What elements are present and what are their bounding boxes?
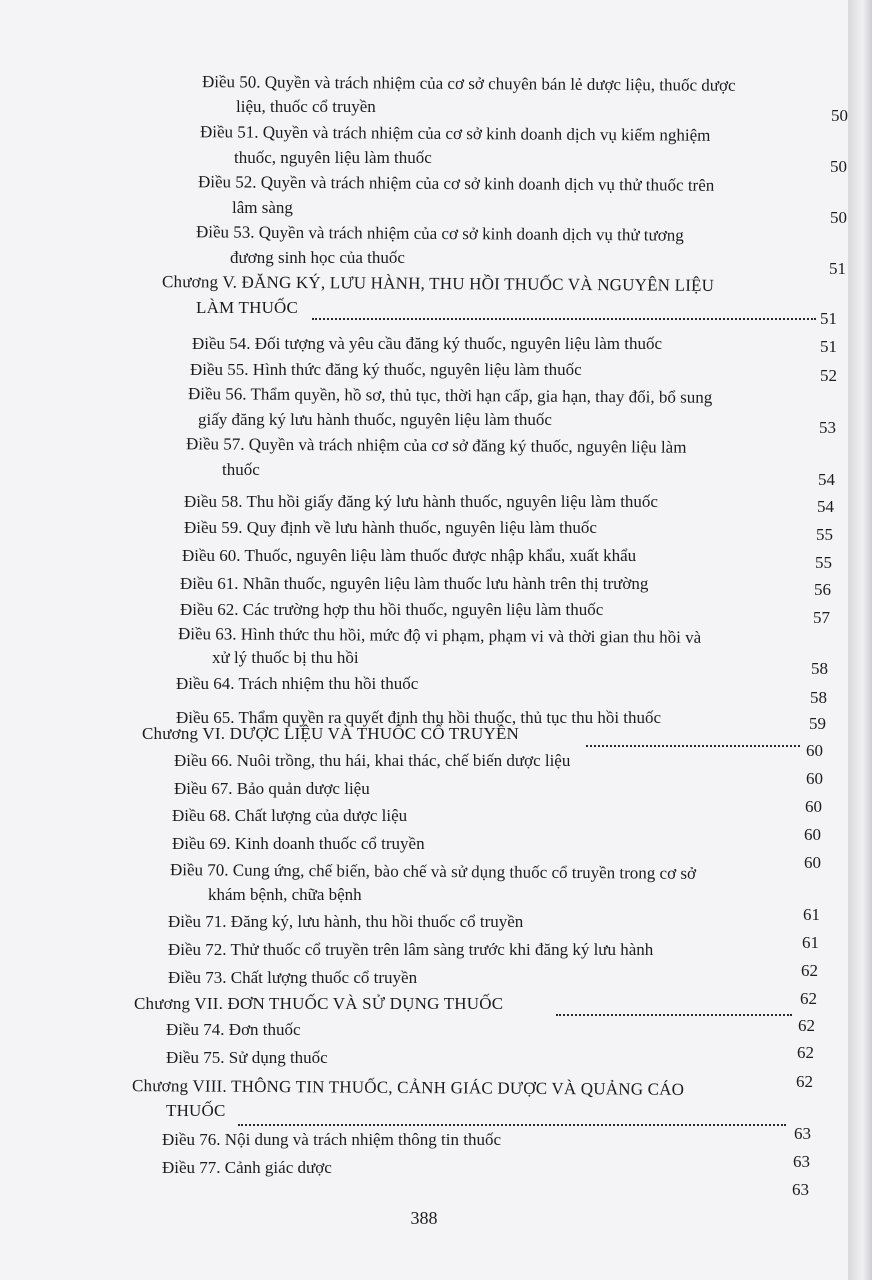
chapter-title-line: LÀM THUỐC <box>196 298 299 317</box>
toc-entry-line: Điều 66. Nuôi trồng, thu hái, khai thác, chế biến dược liệu <box>174 751 571 770</box>
toc-page-number: 61 <box>802 933 819 952</box>
toc-page-number: 50 <box>830 208 847 227</box>
chapter-title-line: Chương VII. ĐƠN THUỐC VÀ SỬ DỤNG THUỐC <box>134 994 504 1013</box>
toc-entry-line: Điều 57. Quyền và trách nhiệm của cơ sở đăng ký thuốc, nguyên liệu làm <box>185 434 687 457</box>
toc-page-number: 63 <box>793 1152 810 1171</box>
toc-page-number: 63 <box>792 1180 809 1199</box>
toc-entry-line: Điều 67. Bảo quản dược liệu <box>174 779 370 798</box>
toc-page-number: 60 <box>805 797 822 816</box>
toc-entry-line: Điều 69. Kinh doanh thuốc cổ truyền <box>172 834 425 853</box>
toc-page-number: 62 <box>798 1016 815 1035</box>
toc-entry-line: Điều 56. Thẩm quyền, hồ sơ, thủ tục, thời hạn cấp, gia hạn, thay đổi, bổ sung <box>187 384 713 407</box>
toc-entry-line: Điều 76. Nội dung và trách nhiệm thông tin thuốc <box>162 1130 501 1149</box>
toc-page-number: 62 <box>801 961 818 980</box>
chapter-title-line: THUỐC <box>166 1101 226 1120</box>
toc-entry-line: liệu, thuốc cổ truyền <box>236 97 376 116</box>
toc-entry-line: Điều 77. Cảnh giác dược <box>162 1158 332 1177</box>
toc-entry-line: đương sinh học của thuốc <box>230 248 405 267</box>
toc-page-number: 50 <box>831 106 848 125</box>
toc-entry-line: Điều 59. Quy định về lưu hành thuốc, nguyên liệu làm thuốc <box>184 518 597 537</box>
toc-entry-line: xử lý thuốc bị thu hồi <box>212 648 359 667</box>
toc-entry-line: Điều 71. Đăng ký, lưu hành, thu hồi thuốc cổ truyền <box>168 912 524 931</box>
toc-entry-line: Điều 74. Đơn thuốc <box>166 1020 301 1039</box>
dot-leader <box>238 1124 786 1126</box>
dot-leader <box>312 318 816 320</box>
toc-page-number: 60 <box>804 853 821 872</box>
toc-page-number: 58 <box>810 688 827 707</box>
toc-page-number: 60 <box>804 825 821 844</box>
toc-entry-line: Điều 60. Thuốc, nguyên liệu làm thuốc được nhập khẩu, xuất khẩu <box>182 546 637 565</box>
toc-page-number: 61 <box>803 905 820 924</box>
toc-page-number: 52 <box>820 366 837 385</box>
toc-entry-line: Điều 68. Chất lượng của dược liệu <box>172 806 408 825</box>
toc-page-number: 62 <box>796 1072 813 1091</box>
toc-page-number: 58 <box>811 659 828 678</box>
toc-entry-line: Điều 75. Sử dụng thuốc <box>166 1048 328 1067</box>
toc-entry-line: giấy đăng ký lưu hành thuốc, nguyên liệu làm thuốc <box>198 410 552 429</box>
toc-entry-line: Điều 55. Hình thức đăng ký thuốc, nguyên liệu làm thuốc <box>190 360 582 379</box>
toc-page-number: 60 <box>806 769 823 788</box>
toc-page-number: 55 <box>815 553 832 572</box>
toc-page-number: 54 <box>818 470 835 489</box>
toc-entry-line: Điều 63. Hình thức thu hồi, mức độ vi phạm, phạm vi và thời gian thu hồi và <box>177 624 702 647</box>
toc-page-number: 62 <box>800 989 817 1008</box>
toc-entry-line: Điều 64. Trách nhiệm thu hồi thuốc <box>176 674 419 693</box>
toc-entry-line: Điều 52. Quyền và trách nhiệm của cơ sở kinh doanh dịch vụ thử thuốc trên <box>197 172 715 195</box>
toc-entry-line: Điều 50. Quyền và trách nhiệm của cơ sở chuyên bán lẻ dược liệu, thuốc dược <box>201 72 736 95</box>
toc-page-number: 63 <box>794 1124 811 1143</box>
toc-entry-line: Điều 54. Đối tượng và yêu cầu đăng ký thuốc, nguyên liệu làm thuốc <box>192 334 663 353</box>
chapter-title-line: Chương VI. DƯỢC LIỆU VÀ THUỐC CỔ TRUYỀN <box>142 724 520 743</box>
toc-entry-line: Điều 51. Quyền và trách nhiệm của cơ sở kinh doanh dịch vụ kiểm nghiệm <box>199 122 711 145</box>
toc-entry-line: thuốc <box>222 460 260 479</box>
toc-entry-line: Điều 61. Nhãn thuốc, nguyên liệu làm thuốc lưu hành trên thị trường <box>180 574 649 593</box>
toc-page-number: 51 <box>820 309 837 328</box>
toc-entry-line: Điều 72. Thử thuốc cổ truyền trên lâm sàng trước khi đăng ký lưu hành <box>168 940 654 959</box>
page-edge <box>848 0 872 1280</box>
page-number: 388 <box>410 1208 438 1228</box>
toc-entry-line: Điều 53. Quyền và trách nhiệm của cơ sở kinh doanh dịch vụ thử tương <box>195 222 684 245</box>
toc-page-number: 55 <box>816 525 833 544</box>
toc-entry-line: thuốc, nguyên liệu làm thuốc <box>234 148 432 167</box>
chapter-title-line: Chương V. ĐĂNG KÝ, LƯU HÀNH, THU HỒI THUỐC VÀ NGUYÊN LIỆU <box>161 272 715 295</box>
toc-page-number: 60 <box>806 741 823 760</box>
chapter-title-line: Chương VIII. THÔNG TIN THUỐC, CẢNH GIÁC DƯỢC VÀ QUẢNG CÁO <box>131 1076 685 1099</box>
toc-page-number: 50 <box>830 157 847 176</box>
dot-leader <box>556 1014 792 1016</box>
toc-entry-line: Điều 73. Chất lượng thuốc cổ truyền <box>168 968 418 987</box>
toc-entry-line: Điều 62. Các trường hợp thu hồi thuốc, nguyên liệu làm thuốc <box>180 600 604 619</box>
toc-entry-line: Điều 70. Cung ứng, chế biến, bào chế và sử dụng thuốc cổ truyền trong cơ sở <box>169 860 697 883</box>
toc-page-number: 56 <box>814 580 831 599</box>
toc-page-number: 57 <box>813 608 830 627</box>
toc-page-number: 51 <box>829 259 846 278</box>
toc-entry-line: khám bệnh, chữa bệnh <box>208 885 362 904</box>
toc-entry-line: Điều 58. Thu hồi giấy đăng ký lưu hành thuốc, nguyên liệu làm thuốc <box>184 492 658 511</box>
toc-entry-line: lâm sàng <box>232 198 293 217</box>
toc-page-number: 53 <box>819 418 836 437</box>
toc-entry-line: Điều 65. Thẩm quyền ra quyết định thu hồi thuốc, thủ tục thu hồi thuốc <box>176 708 662 727</box>
toc-page-number: 62 <box>797 1043 814 1062</box>
toc-page-number: 54 <box>817 497 834 516</box>
toc-page-number: 51 <box>820 337 837 356</box>
toc-page-number: 59 <box>809 714 826 733</box>
dot-leader <box>586 745 800 747</box>
